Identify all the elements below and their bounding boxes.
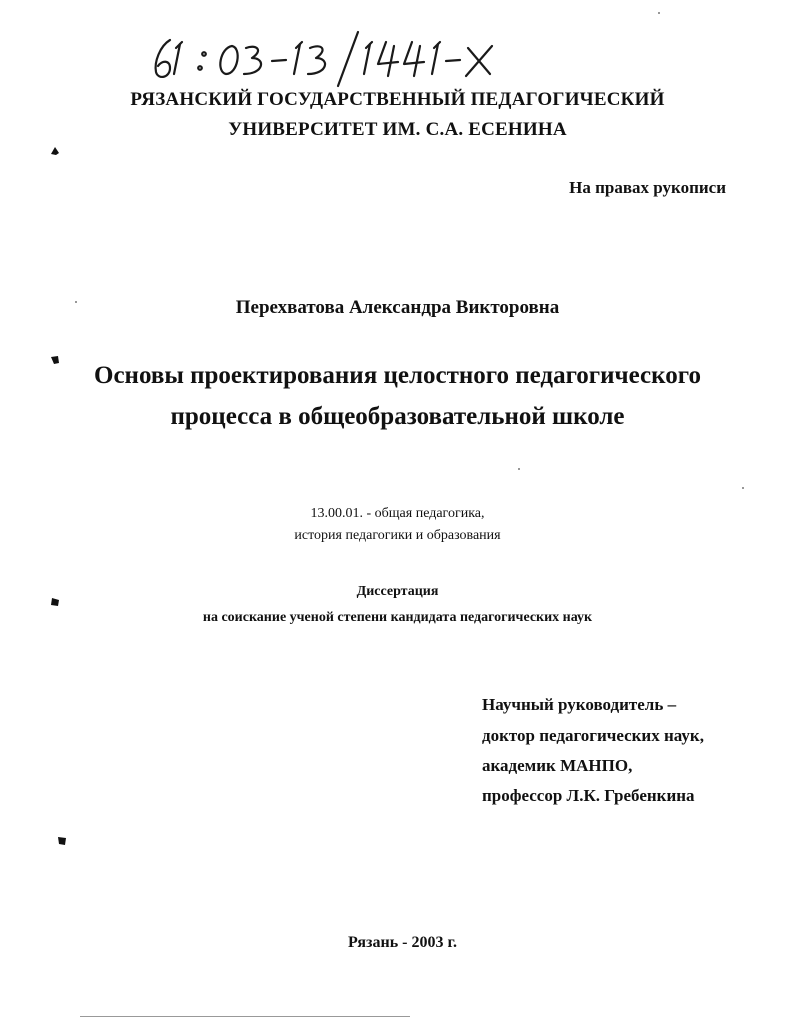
scan-speck [518, 468, 520, 470]
binding-hole-mark [50, 594, 60, 604]
author-name: Перехватова Александра Викторовна [235, 297, 560, 318]
scan-speck [742, 487, 744, 489]
university-line-2: УНИВЕРСИТЕТ ИМ. С.А. ЕСЕНИНА [228, 119, 567, 140]
advisor-line-1: Научный руководитель – [482, 695, 677, 714]
university-line-1: РЯЗАНСКИЙ ГОСУДАРСТВЕННЫЙ ПЕДАГОГИЧЕСКИЙ [130, 89, 665, 110]
scan-speck [75, 301, 77, 303]
binding-hole-mark [50, 352, 60, 362]
handwritten-archive-code-drawing [140, 28, 520, 88]
degree-line-1: Диссертация [356, 584, 439, 599]
manuscript-rights: На правах рукописи [569, 178, 726, 197]
binding-hole-mark [50, 143, 60, 153]
scan-speck [658, 12, 660, 14]
specialty-line-1: 13.00.01. - общая педагогика, [310, 506, 485, 521]
binding-hole-mark [57, 833, 67, 843]
specialty-line-2: история педагогики и образования [294, 528, 501, 543]
degree-line-2: на соискание ученой степени кандидата педагогических наук [202, 610, 593, 625]
handwritten-archive-code [140, 28, 520, 88]
advisor-line-3: академик МАНПО, [482, 756, 633, 775]
advisor-line-2: доктор педагогических наук, [482, 726, 704, 745]
title-line-2: процесса в общеобразовательной школе [170, 403, 625, 430]
city-year: Рязань - 2003 г. [348, 934, 457, 951]
scan-edge-line [80, 1016, 410, 1017]
title-line-1: Основы проектирования целостного педагогического [94, 362, 701, 389]
advisor-line-4: профессор Л.К. Гребенкина [482, 786, 695, 805]
